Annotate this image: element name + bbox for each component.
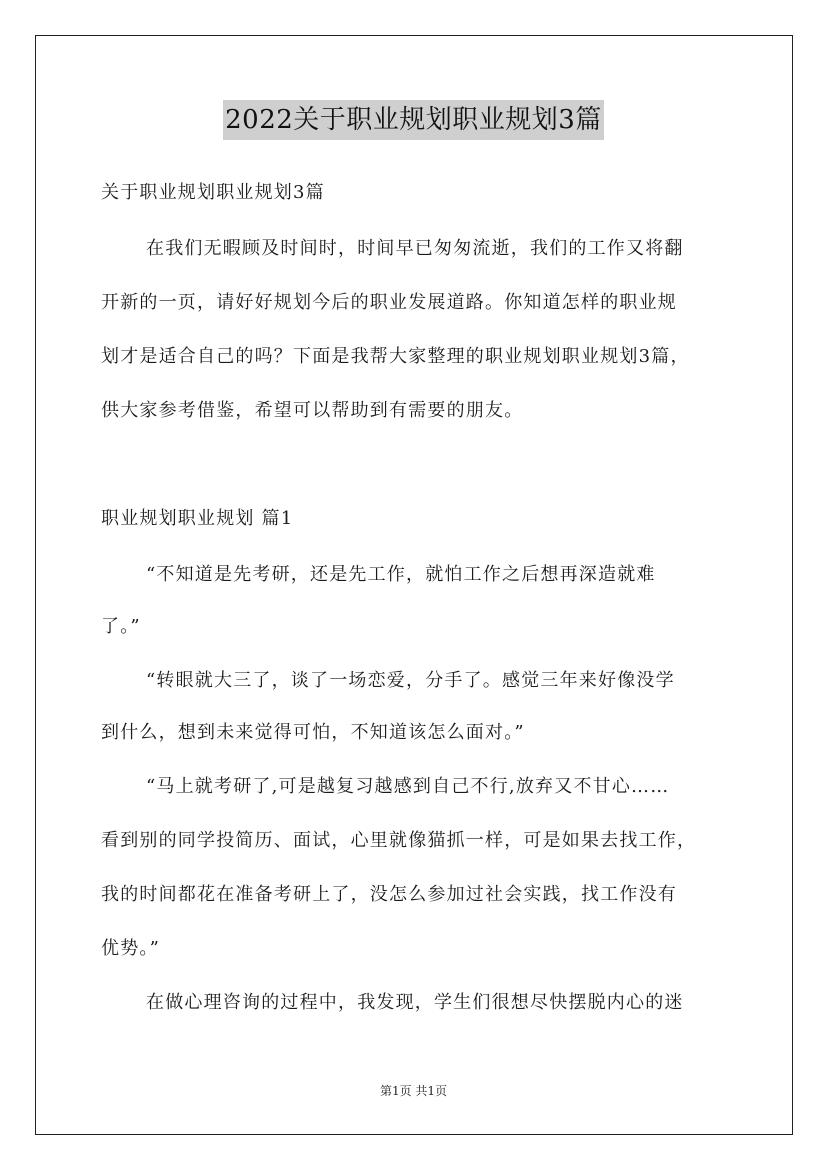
- paragraph-line: 供大家参考借鉴，希望可以帮助到有需要的朋友。: [101, 400, 524, 421]
- paragraph-line: 划才是适合自己的吗？下面是我帮大家整理的职业规划职业规划3篇，: [101, 346, 690, 367]
- paragraph-line: “不知道是先考研，还是先工作，就怕工作之后想再深造就难: [146, 564, 656, 585]
- paragraph-line: 了。”: [101, 616, 141, 637]
- paragraph-line: “马上就考研了,可是越复习越感到自己不行,放弃又不甘心……: [146, 776, 670, 797]
- paragraph-line: 在做心理咨询的过程中，我发现，学生们很想尽快摆脱内心的迷: [146, 992, 684, 1013]
- paragraph-line: 优势。”: [101, 938, 161, 959]
- subtitle-line: 关于职业规划职业规划3篇: [101, 182, 325, 203]
- page-footer: 第1页 共1页: [379, 1084, 448, 1098]
- document-title: 2022关于职业规划职业规划3篇: [223, 100, 604, 140]
- paragraph-line: “转眼就大三了，谈了一场恋爱，分手了。感觉三年来好像没学: [146, 670, 675, 691]
- paragraph-line: 看到别的同学投简历、面试，心里就像猫抓一样，可是如果去找工作，: [101, 830, 697, 851]
- section-heading: 职业规划职业规划 篇1: [101, 508, 294, 529]
- paragraph-line: 开新的一页，请好好规划今后的职业发展道路。你知道怎样的职业规: [101, 292, 677, 313]
- paragraph-line: 我的时间都花在准备考研上了，没怎么参加过社会实践，找工作没有: [101, 884, 677, 905]
- title-container: [0, 100, 827, 140]
- paragraph-line: 到什么，想到未来觉得可怕，不知道该怎么面对。”: [101, 722, 525, 743]
- paragraph-line: 在我们无暇顾及时间时，时间早已匆匆流逝，我们的工作又将翻: [146, 238, 684, 259]
